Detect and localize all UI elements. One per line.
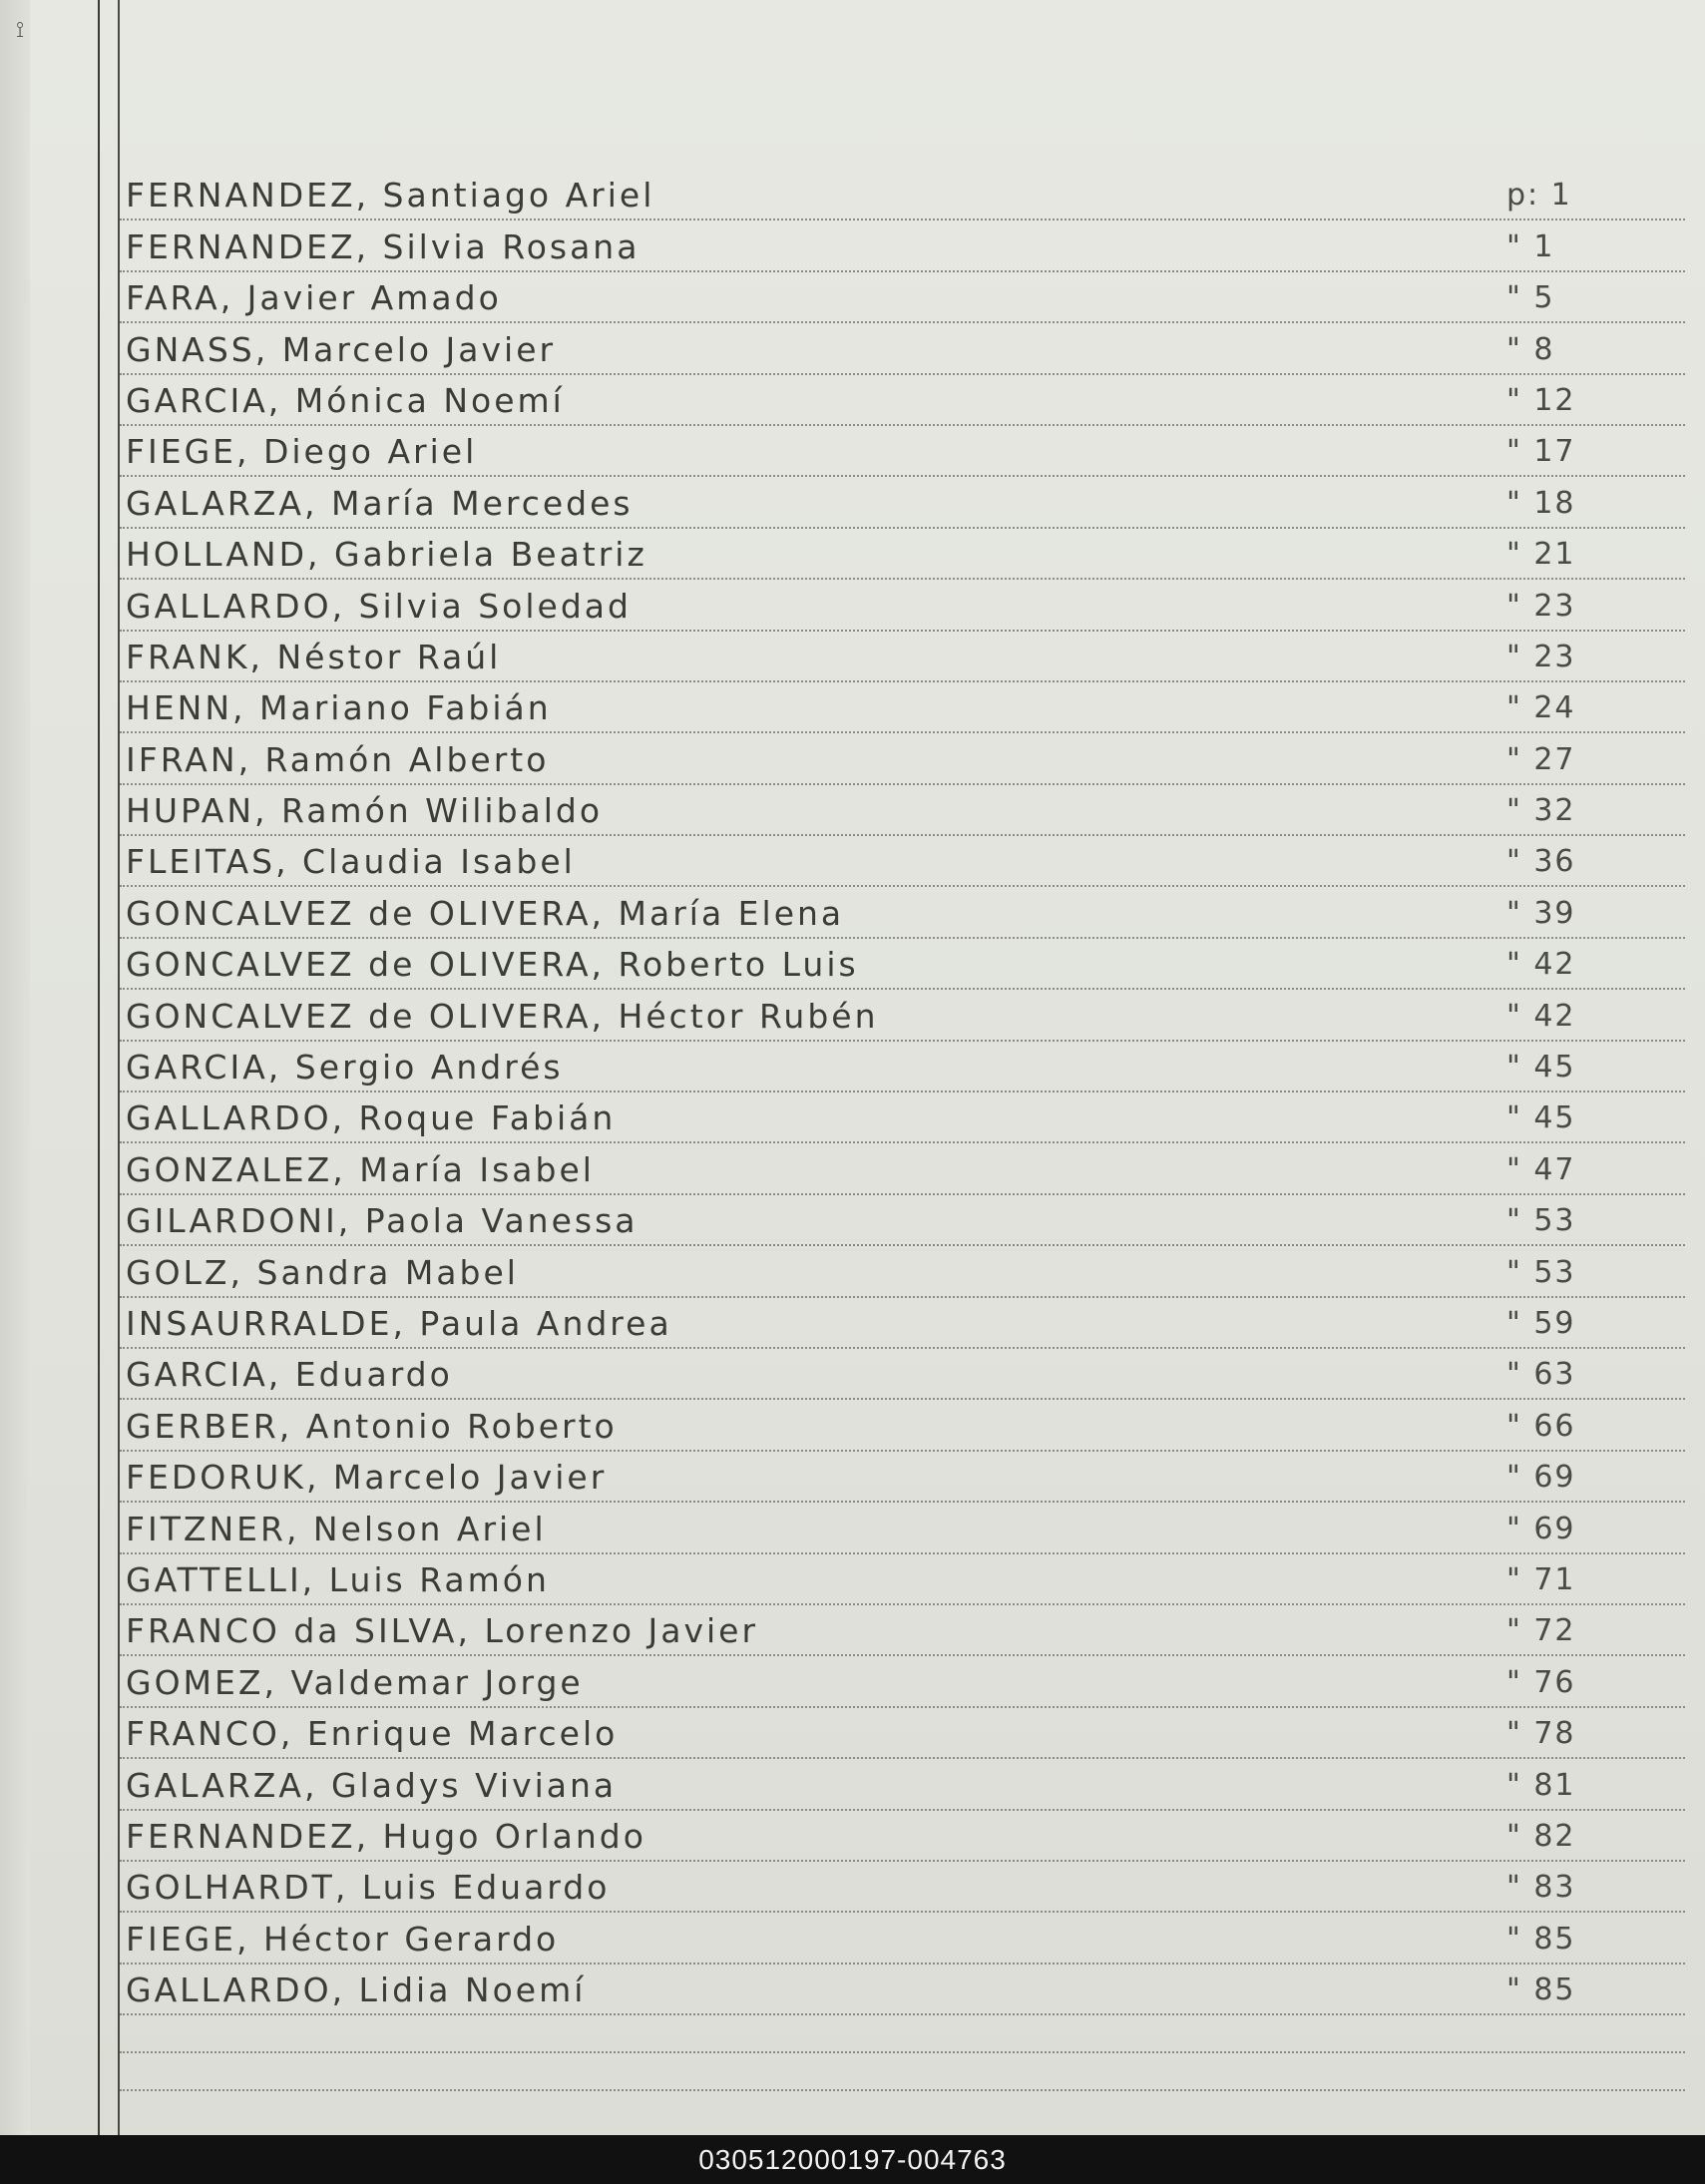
- margin-line: [98, 0, 100, 2135]
- list-item: [120, 990, 1685, 1041]
- entry-name: GALARZA, María Mercedes: [126, 483, 634, 523]
- list-item: [120, 1759, 1685, 1810]
- entry-name: FERNANDEZ, Hugo Orlando: [126, 1816, 646, 1856]
- list-item: [120, 1246, 1685, 1297]
- entry-name: FLEITAS, Claudia Isabel: [126, 842, 576, 882]
- list-item: [120, 220, 1685, 271]
- entry-name: HUPAN, Ramón Wilibaldo: [126, 791, 604, 831]
- name-index-list: [120, 170, 1685, 2091]
- entry-name: FERNANDEZ, Silvia Rosana: [126, 226, 640, 266]
- list-item: [120, 1965, 1685, 2015]
- list-item: [120, 323, 1685, 374]
- entry-name: HOLLAND, Gabriela Beatriz: [126, 535, 647, 575]
- entry-page: " 76: [1506, 1664, 1576, 1700]
- entry-page: " 47: [1506, 1151, 1576, 1187]
- list-item: [120, 1298, 1685, 1349]
- list-item: [120, 1143, 1685, 1194]
- entry-name: INSAURRALDE, Paula Andrea: [126, 1303, 672, 1343]
- list-item: [120, 1349, 1685, 1400]
- entry-page: " 12: [1506, 382, 1576, 418]
- entry-page: " 85: [1506, 1921, 1576, 1957]
- list-item: [120, 1554, 1685, 1605]
- entry-name: FRANK, Néstor Raúl: [126, 637, 502, 676]
- entry-name: FARA, Javier Amado: [126, 278, 502, 318]
- list-item: [120, 1913, 1685, 1964]
- list-item: [120, 426, 1685, 477]
- entry-page: " 23: [1506, 639, 1576, 674]
- list-item: [120, 836, 1685, 887]
- entry-page: " 45: [1506, 1050, 1576, 1086]
- binding-edge: [0, 0, 30, 2135]
- list-item: [120, 1503, 1685, 1553]
- entry-page: " 72: [1506, 1613, 1576, 1649]
- list-item: [120, 1195, 1685, 1246]
- entry-name: GOMEZ, Valdemar Jorge: [126, 1662, 584, 1702]
- list-item: [120, 632, 1685, 682]
- list-item: [120, 1656, 1685, 1707]
- entry-page: " 85: [1506, 1972, 1576, 2008]
- entry-name: GALLARDO, Silvia Soledad: [126, 586, 632, 626]
- entry-page: " 1: [1506, 228, 1555, 264]
- entry-name: GNASS, Marcelo Javier: [126, 329, 557, 369]
- entry-page: " 69: [1506, 1460, 1576, 1496]
- list-item: [120, 1092, 1685, 1143]
- entry-name: HENN, Mariano Fabián: [126, 688, 552, 728]
- entry-page: " 53: [1506, 1203, 1576, 1239]
- list-item: [120, 1862, 1685, 1913]
- entry-name: FERNANDEZ, Santiago Ariel: [126, 176, 655, 216]
- entry-page: " 23: [1506, 588, 1576, 624]
- list-item: [120, 682, 1685, 733]
- entry-page: " 42: [1506, 947, 1576, 983]
- list-item: [120, 785, 1685, 836]
- entry-page: " 53: [1506, 1254, 1576, 1290]
- entry-name: GARCIA, Eduardo: [126, 1355, 453, 1395]
- scan-footer: [0, 2135, 1705, 2184]
- entry-page: p: 1: [1506, 178, 1572, 214]
- entry-name: FRANCO da SILVA, Lorenzo Javier: [126, 1611, 759, 1651]
- binding-mark-icon: ⟟: [16, 18, 25, 43]
- list-item: [120, 1605, 1685, 1656]
- entry-name: GATTELLI, Luis Ramón: [126, 1559, 550, 1599]
- entry-page: " 66: [1506, 1408, 1576, 1444]
- entry-name: GALLARDO, Lidia Noemí: [126, 1970, 587, 2010]
- blank-ruled-line: [120, 2015, 1685, 2053]
- entry-name: GARCIA, Sergio Andrés: [126, 1048, 564, 1088]
- entry-page: " 5: [1506, 280, 1555, 316]
- list-item: [120, 580, 1685, 631]
- entry-page: " 59: [1506, 1305, 1576, 1341]
- entry-page: " 69: [1506, 1511, 1576, 1546]
- entry-page: " 78: [1506, 1716, 1576, 1752]
- entry-page: " 36: [1506, 844, 1576, 880]
- list-item: [120, 529, 1685, 580]
- entry-name: IFRAN, Ramón Alberto: [126, 739, 550, 779]
- document-code: 030512000197-004763: [698, 2143, 1007, 2175]
- list-item: [120, 170, 1685, 220]
- list-item: [120, 1400, 1685, 1451]
- entry-page: " 71: [1506, 1561, 1576, 1597]
- list-item: [120, 375, 1685, 426]
- entry-name: GILARDONI, Paola Vanessa: [126, 1201, 639, 1241]
- list-item: [120, 1042, 1685, 1092]
- entry-name: FIEGE, Diego Ariel: [126, 432, 478, 472]
- entry-name: GALARZA, Gladys Viviana: [126, 1765, 618, 1805]
- entry-name: FRANCO, Enrique Marcelo: [126, 1714, 619, 1754]
- entry-page: " 81: [1506, 1767, 1576, 1803]
- entry-page: " 27: [1506, 741, 1576, 777]
- entry-name: GONZALEZ, María Isabel: [126, 1149, 595, 1189]
- list-item: [120, 733, 1685, 784]
- entry-name: GONCALVEZ de OLIVERA, Héctor Rubén: [126, 996, 879, 1036]
- entry-name: GONCALVEZ de OLIVERA, María Elena: [126, 893, 845, 933]
- list-item: [120, 1811, 1685, 1862]
- entry-page: " 83: [1506, 1870, 1576, 1906]
- entry-name: GOLHARDT, Luis Eduardo: [126, 1868, 611, 1908]
- entry-name: GOLZ, Sandra Mabel: [126, 1252, 519, 1292]
- list-item: [120, 939, 1685, 990]
- entry-page: " 63: [1506, 1357, 1576, 1393]
- entry-name: FIEGE, Héctor Gerardo: [126, 1919, 560, 1959]
- entry-page: " 42: [1506, 998, 1576, 1034]
- entry-page: " 21: [1506, 537, 1576, 573]
- list-item: [120, 887, 1685, 938]
- entry-page: " 32: [1506, 793, 1576, 829]
- entry-page: " 8: [1506, 331, 1555, 367]
- entry-page: " 45: [1506, 1100, 1576, 1136]
- list-item: [120, 272, 1685, 323]
- entry-page: " 24: [1506, 690, 1576, 726]
- list-item: [120, 477, 1685, 528]
- list-item: [120, 1708, 1685, 1759]
- entry-page: " 18: [1506, 485, 1576, 521]
- blank-ruled-line: [120, 2053, 1685, 2091]
- entry-page: " 39: [1506, 895, 1576, 931]
- entry-name: GONCALVEZ de OLIVERA, Roberto Luis: [126, 945, 859, 985]
- entry-name: GARCIA, Mónica Noemí: [126, 380, 565, 420]
- entry-name: GALLARDO, Roque Fabián: [126, 1098, 617, 1138]
- entry-name: GERBER, Antonio Roberto: [126, 1406, 618, 1446]
- entry-name: FITZNER, Nelson Ariel: [126, 1509, 547, 1548]
- list-item: [120, 1452, 1685, 1503]
- entry-name: FEDORUK, Marcelo Javier: [126, 1458, 608, 1498]
- entry-page: " 82: [1506, 1818, 1576, 1854]
- entry-page: " 17: [1506, 434, 1576, 470]
